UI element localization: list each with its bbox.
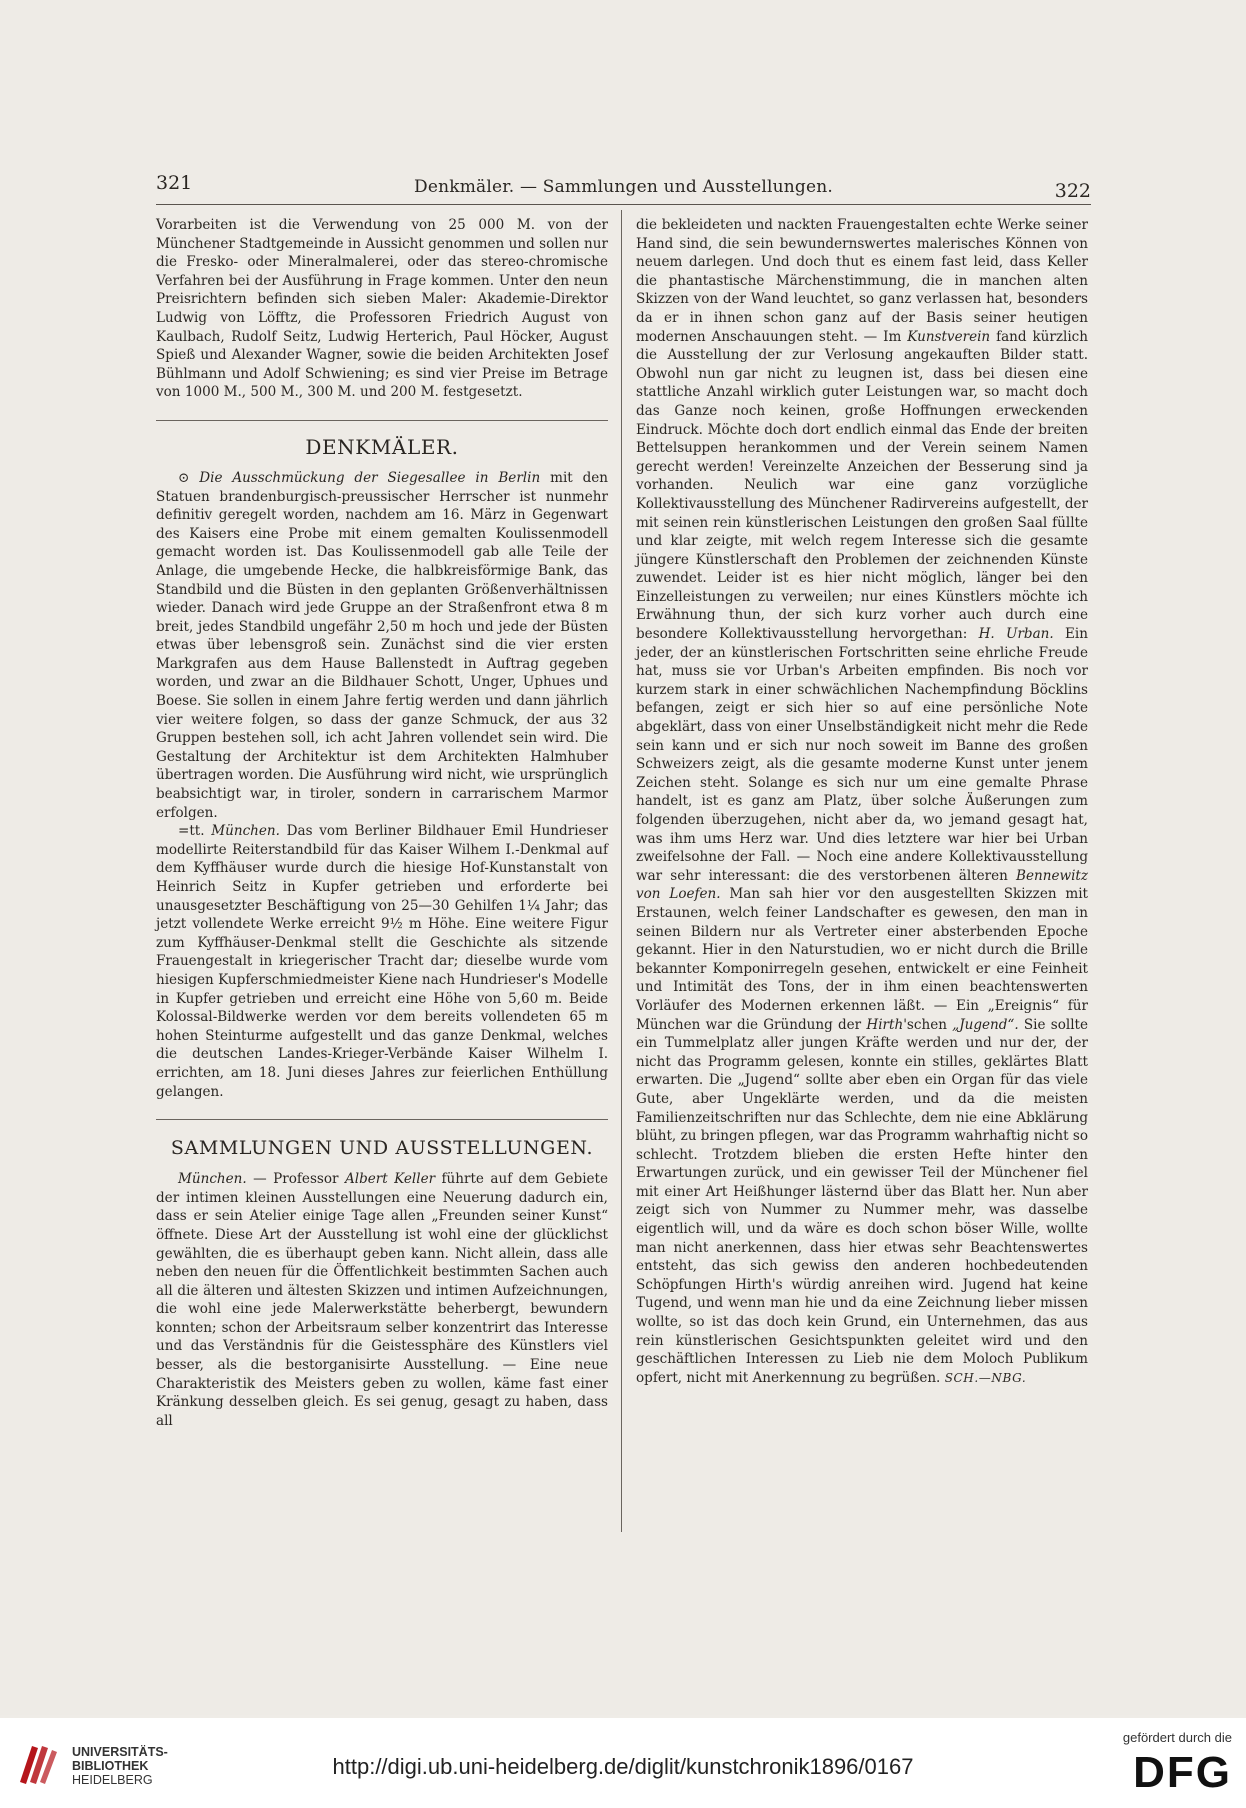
header-rule (156, 204, 1091, 205)
paragraph-continued (636, 216, 1088, 1387)
left-column (156, 216, 608, 1430)
paragraph-text: führte auf dem Gebiete der intimen kleinen Ausstellungen eine Neuerung dadurch ein, dass er sein Atelier einige Tage allen „Freunden seiner Kunst“ öffnete. Diese Art der Ausstellung ist wohl eine der glücklichst gewählten, die es überhaupt geben kann. Nicht allein, dass alle neben den neuen für die Öffentlichkeit bestimmten Sachen auch all die älteren und ältesten Skizzen und intimen Aufzeichnungen, die wohl eine jede Malerwerkstätte beherbergt, bewundern konnten; schon der Arbeitsraum selber konzentrirt das Interesse und das Verständnis für die Geistessphäre des Künstlers viel besser, als die bestorganisirte Ausstellung. — Eine neue Charakteristik des Meisters geben zu wollen, käme fast einer Kränkung desselben gleich. Es sei genug, gesagt zu haben, dass all (156, 1171, 608, 1429)
library-name-line: HEIDELBERG (72, 1773, 153, 1787)
section-title-denkmaeler: DENKMÄLER. (305, 434, 459, 459)
paragraph-text: — Professor (253, 1171, 339, 1188)
funding-caption: gefördert durch die (1122, 1730, 1232, 1745)
italic-term: H. Urban. (978, 626, 1054, 643)
page-number-left: 321 (156, 172, 193, 194)
paragraph-prefix: =tt. (178, 823, 205, 840)
paragraph-text: fand kürzlich die Ausstellung der zur Verlosung angekauften Bilder statt. Obwohl nun gar nicht zu leugnen ist, dass bei diesen eine stattliche Anzahl wirklich guter Leistungen war, so macht doch das Ganze noch keinen, große Hoffnungen erweckenden Eindruck. Möchte doch dort endlich einmal das Ende der breiten Bettelsuppen herankommen und der Verein seinem Namen gerecht werden! Vereinzelte Anzeichen der Besserung sind ja vorhanden. Neulich war eine ganz vorzügliche Kollektivausstellung des Münchener Radirvereins aufgestellt, der mit seinen rein künstlerischen Leistungen den großen Saal füllte und klar zeigte, mit welch regem Interesse sich die gesamte jüngere Künstlerschaft den Problemen der zeichnenden Künste zuwendet. Leider ist es hier nicht möglich, länger bei den Einzelleistungen zu verweilen; nur eines Künstlers möchte ich Erwähnung thun, der sich kurz vorher auch durch eine besondere Kollektivausstellung hervorgethan: (636, 328, 1088, 643)
paragraph-lead: München. (211, 823, 280, 840)
right-column (636, 216, 1088, 1387)
author-signature: SCH.—NBG. (944, 1370, 1027, 1385)
paragraph-text: Man sah hier vor den ausgestellten Skizzen mit Erstaunen, welch feiner Landschafter es gewesen, den man in seinen Bildern nur als Vertreter einer absterbenden Epoche gekannt. Hier in den Naturstudien, wo er nicht durch die Brille bekannter Komponirregeln gesehen, entwickelt er eine Feinheit und Intimität des Tons, der in ihm einen beachtenswerten Vorläufer des Modernen erkennen läßt. — Ein „Ereignis“ für München war die Gründung der (636, 886, 1089, 1033)
italic-term: Hirth (866, 1016, 904, 1033)
paragraph-siegesallee (156, 469, 608, 822)
paragraph-text: 'schen (903, 1016, 947, 1033)
library-name-line: BIBLIOTHEK (72, 1759, 149, 1773)
footer-bar (0, 1718, 1246, 1808)
paragraph-text: mit den Statuen brandenburgisch-preussischer Herrscher ist nunmehr definitiv geregelt worden, nachdem am 16. März in Gegenwart des Kaisers eine Probe mit einem gemalten Koulissenmodell gemacht worden ist. Das Koulissenmodell gab alle Teile der Anlage, die umgebende Hecke, die halbkreisförmige Bank, das Standbild und die Büsten in den geplanten Größenverhältnissen wieder. Danach wird jede Gruppe an der Straßenfront etwa 8 m breit, jedes Standbild ungefähr 2,50 m hoch und jede der Büsten etwas über lebensgroß sein. Zunächst sind die vier ersten Markgrafen aus dem Hause Ballenstedt in Auftrag gegeben worden, und zwar an die Bildhauer Schott, Unger, Uphues und Boese. Sie sollen in einem Jahre fertig werden und dann jährlich vier weitere folgen, so dass der ganze Schmuck, der aus 32 Gruppen bestehen soll, ich acht Jahren vollendet sein wird. Die Gestaltung der Architektur ist dem Architekten Halmhuber übertragen worden. Die Ausführung wird nicht, wie ursprünglich beabsichtigt war, in tiroler, sondern in carrarischem Marmor erfolgen. (156, 469, 609, 821)
paragraph-kyffhaeuser (156, 822, 608, 1101)
paragraph-lead: München. (178, 1171, 247, 1188)
library-name-line: UNIVERSITÄTS- (72, 1745, 168, 1759)
paragraph-text: Sie sollte ein Tummelplatz aller jungen Kräfte werden und nur der, der nicht das Programm gelesen, konnte ein stilles, geklärtes Blatt erwarten. Die „Jugend“ sollte aber eben ein Organ für das viele Gute, aber Ungeklärte werden, und da die meisten Familienzeitschriften nur das Schlechte, dem nie eine Abklärung blüht, zu bringen pflegen, war das Programm wahrhaftig nicht so schlecht. Trotzdem blieben die ersten Hefte hinter den Erwartungen zurück, und ein gewisser Teil der Münchener fiel mit einer Art Heißhunger lästernd über das Blatt her. Nun aber zeigt sich von Nummer zu Nummer mehr, was dasselbe eigentlich will, und da wäre es doch schon böser Wille, wollte man nicht anerkennen, dass hier etwas sehr Beachtenswertes entsteht, das sich gewiss den anderen hochbedeutenden Schöpfungen Hirth's würdig anreihen wird. Jugend hat keine Tugend, und wenn man hie und da eine Zeichnung lieber missen wollte, so ist das doch kein Grund, ein Unternehmen, das aus rein künstlerischen Gesichtspunkten geleitet wird und den geschäftlichen Interessen zu Lieb nie dem Moloch Publikum opfert, nicht mit Anerkennung zu begrüßen. (636, 1016, 1088, 1386)
page-number-right: 322 (1054, 180, 1091, 202)
dfg-wordmark: DFG (1133, 1748, 1232, 1797)
section-rule (156, 420, 608, 421)
italic-term: „Jugend“. (952, 1016, 1019, 1033)
section-rule (156, 1119, 608, 1120)
running-header (156, 172, 1091, 206)
italic-term: Bennewitz von Loefen. (636, 867, 1088, 903)
italic-term: Kunstverein (907, 328, 991, 345)
paragraph-text: Das vom Berliner Bildhauer Emil Hundrieser modellirte Reiterstandbild für das Kaiser Wilhem I.-Denkmal auf dem Kyffhäuser wurde durch die hiesige Hof-Kunstanstalt von Heinrich Seitz in Kupfer getrieben und erforderte bei unausgesetzter Beschäftigung von 25—30 Gehilfen 1¼ Jahr; das jetzt vollendete Werke erreicht 9½ m Höhe. Eine weitere Figur zum Kyffhäuser-Denkmal stellt die Geschichte als sitzende Frauengestalt in kriegerischer Tracht dar; dieselbe wurde vom hiesigen Kupferschmiedmeister Kiene nach Hundrieser's Modelle in Kupfer getrieben und erreicht eine Höhe von 5,60 m. Beide Kolossal-Bildwerke werden vor dem bereits vollendeten 65 m hohen Steinturme aufgestellt und das ganze Denkmal, welches die deutschen Landes-Krieger-Verbände Kaiser Wilhelm I. errichten, am 18. Juni dieses Jahres zur feierlichen Enthüllung gelangen. (156, 823, 609, 1100)
paragraph-lead: Die Ausschmückung der Siegesallee in Berlin (199, 469, 541, 486)
running-title: Denkmäler. — Sammlungen und Ausstellungen. (413, 177, 834, 197)
dfg-logo[interactable] (1092, 1730, 1232, 1800)
bullet-symbol: ⊙ (178, 469, 190, 486)
intro-paragraph: Vorarbeiten ist die Verwendung von 25 000 M. von der Münchener Stadtgemeinde in Aussicht genommen und sollen nur die Fresko- oder Mineralmalerei, oder das stereo-chromische Verfahren bei der Ausführung in Frage kommen. Unter den neun Preisrichtern befinden sich sieben Maler: Akademie-Direktor Ludwig von Löfftz, die Professoren Friedrich August von Kaulbach, Rudolf Seitz, Ludwig Herterich, Paul Höcker, August Spieß und Alexander Wagner, sowie die beiden Architekten Josef Bühlmann und Adolf Schwiening; es sind vier Preise im Betrage von 1000 M., 500 M., 300 M. und 200 M. festgesetzt. (156, 217, 608, 401)
paragraph-text: Ein jeder, der an künstlerischen Fortschritten seine ehrliche Freude hat, muss sie vor Urban's Arbeiten empfinden. Bis noch vor kurzem stark in einer schwächlichen Nachempfindung Böcklins befangen, zeigt er sich hier so auf eine persönliche Note abgeklärt, dass von einer Unselbständigkeit nicht mehr die Rede sein kann und er sich nur noch soweit im Banne des großen Schweizers zeigt, als die gesamte moderne Kunst unter jenem Zeichen steht. Solange es sich nur um eine gemalte Phrase handelt, ist es ganz am Platz, über solche Äußerungen zum folgenden überzugehen, nicht aber da, wo jemand gesagt hat, was ihm ums Herz war. Und dies letztere war hier bei Urban zweifelsohne der Fall. — Noch eine andere Kollektivausstellung war sehr interessant: die des verstorbenen älteren (636, 626, 1088, 884)
paragraph-text: die bekleideten und nackten Frauengestalten echte Werke seiner Hand sind, die sein bewundernswertes malerisches Können von neuem darlegen. Und doch thut es einem fast leid, dass Keller die phantastische Märchenstimmung, die in manchen alten Skizzen von der Wand leuchtet, so ganz verlassen hat, besonders da er in ihnen schon ganz auf der Basis seiner heutigen modernen Anschauungen steht. — Im (636, 217, 1088, 345)
source-url-link[interactable]: http://digi.ub.uni-heidelberg.de/diglit/kunstchronik1896/0167 (332, 1754, 914, 1779)
paragraph-keller (156, 1170, 608, 1430)
section-title-sammlungen: SAMMLUNGEN UND AUSSTELLUNGEN. (170, 1137, 594, 1160)
column-divider (621, 210, 622, 1532)
artist-name: Albert Keller (344, 1171, 436, 1188)
